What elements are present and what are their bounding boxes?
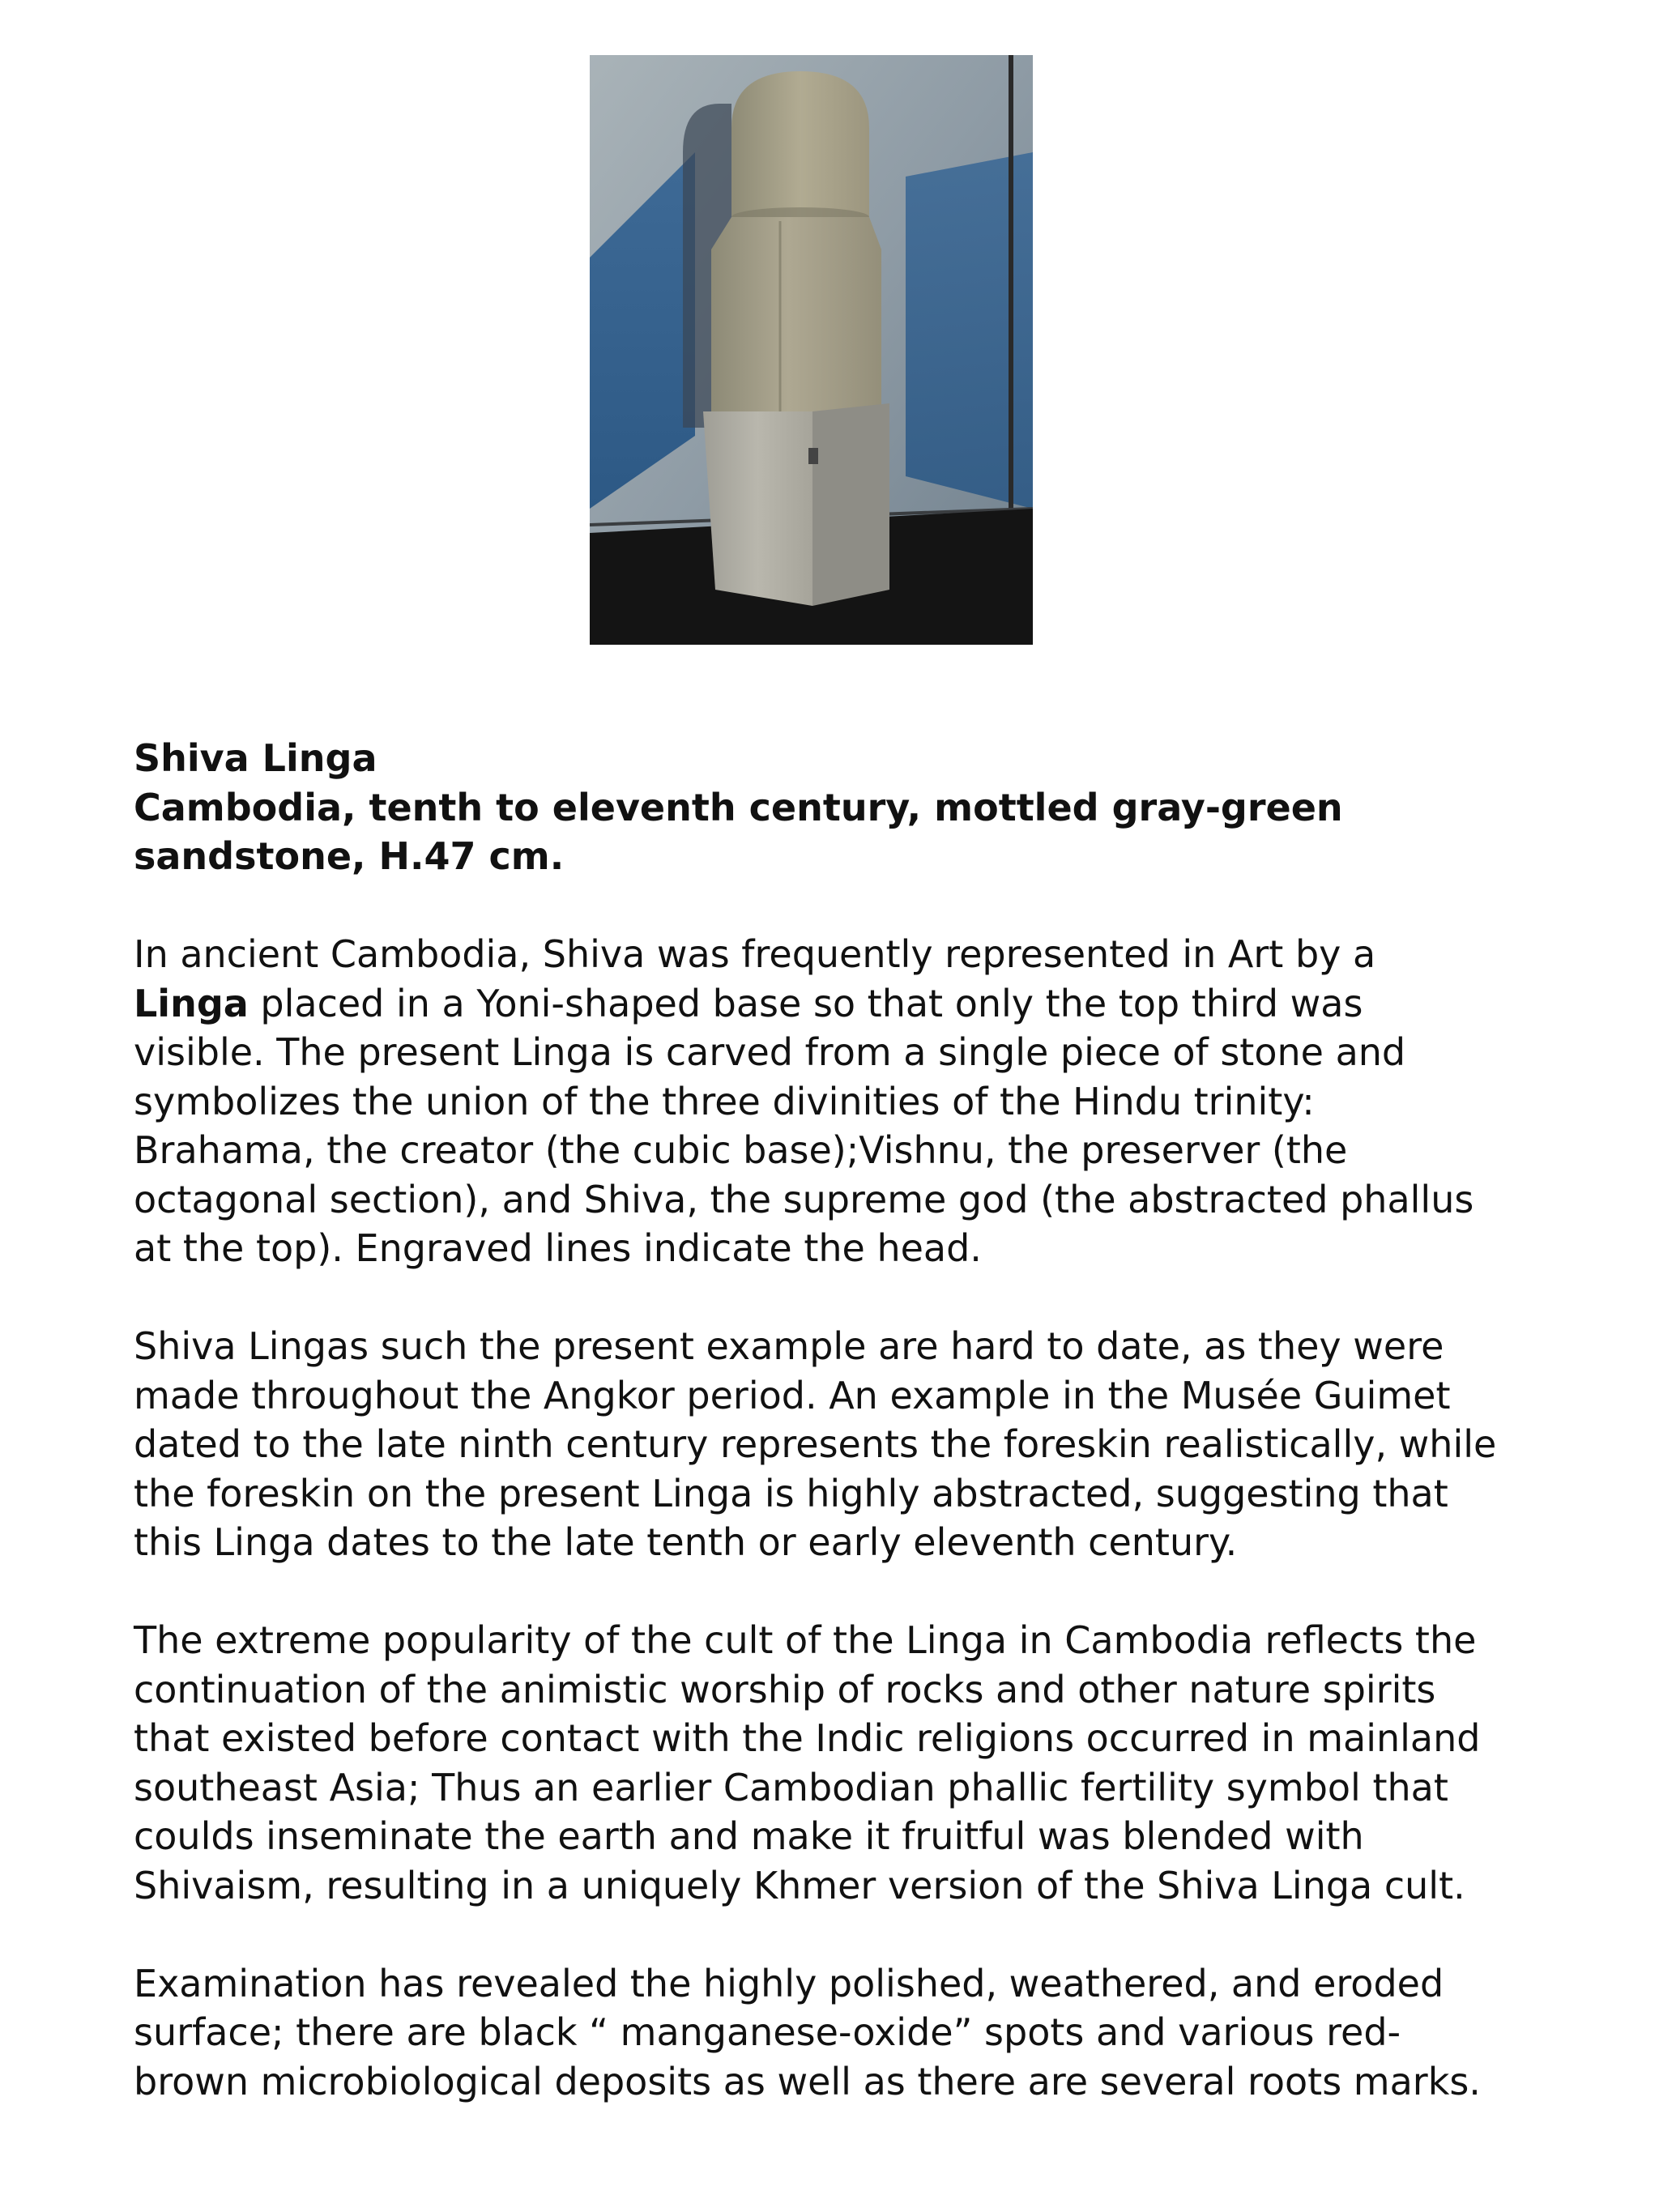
text-line: dated to the late ninth century represents the foreskin realistically, while bbox=[134, 1422, 1497, 1466]
text-line: surface; there are black “ manganese-oxide” spots and various red- bbox=[134, 2010, 1401, 2054]
text-line: visible. The present Linga is carved from a single piece of stone and bbox=[134, 1030, 1406, 1074]
text-line: The extreme popularity of the cult of the Linga in Cambodia reflects the bbox=[134, 1618, 1477, 1662]
text-line: coulds inseminate the earth and make it fruitful was blended with bbox=[134, 1814, 1364, 1858]
linga-bold-term: Linga bbox=[134, 981, 249, 1025]
article-text bbox=[134, 734, 1527, 2106]
text-line-rest: placed in a Yoni-shaped base so that only the top third was bbox=[248, 981, 1363, 1025]
text-line: symbolizes the union of the three divinities of the Hindu trinity: bbox=[134, 1079, 1315, 1123]
text-line: brown microbiological deposits as well as there are several roots marks. bbox=[134, 2059, 1481, 2103]
paragraph-examination bbox=[134, 1959, 1527, 2107]
text-line: continuation of the animistic worship of rocks and other nature spirits bbox=[134, 1667, 1436, 1711]
text-line: the foreskin on the present Linga is highly abstracted, suggesting that bbox=[134, 1471, 1448, 1515]
text-line: this Linga dates to the late tenth or early eleventh century. bbox=[134, 1520, 1238, 1564]
object-subtitle-line-1: Cambodia, tenth to eleventh century, mottled gray-green bbox=[134, 785, 1343, 829]
paragraph-cult bbox=[134, 1616, 1527, 1910]
paragraph-dating bbox=[134, 1322, 1527, 1567]
text-line: octagonal section), and Shiva, the supreme god (the abstracted phallus bbox=[134, 1177, 1474, 1221]
linga-photo bbox=[590, 55, 1033, 645]
text-line: that existed before contact with the Indic religions occurred in mainland bbox=[134, 1716, 1481, 1760]
text-line: Shivaism, resulting in a uniquely Khmer version of the Shiva Linga cult. bbox=[134, 1863, 1465, 1907]
text-line bbox=[134, 979, 1527, 1029]
paragraph-description bbox=[134, 930, 1527, 1273]
text-line: In ancient Cambodia, Shiva was frequently represented in Art by a bbox=[134, 932, 1376, 976]
object-heading bbox=[134, 734, 1527, 881]
text-line: southeast Asia; Thus an earlier Cambodian phallic fertility symbol that bbox=[134, 1765, 1448, 1809]
text-line: Shiva Lingas such the present example are hard to date, as they were bbox=[134, 1324, 1444, 1368]
object-title: Shiva Linga bbox=[134, 736, 377, 780]
stone-linga-photo-icon bbox=[590, 55, 1033, 645]
text-line: at the top). Engraved lines indicate the head. bbox=[134, 1226, 982, 1270]
object-subtitle-line-2: sandstone, H.47 cm. bbox=[134, 834, 565, 878]
text-line: made throughout the Angkor period. An example in the Musée Guimet bbox=[134, 1373, 1451, 1417]
text-line: Examination has revealed the highly polished, weathered, and eroded bbox=[134, 1961, 1444, 2005]
text-line: Brahama, the creator (the cubic base);Vishnu, the preserver (the bbox=[134, 1128, 1348, 1172]
